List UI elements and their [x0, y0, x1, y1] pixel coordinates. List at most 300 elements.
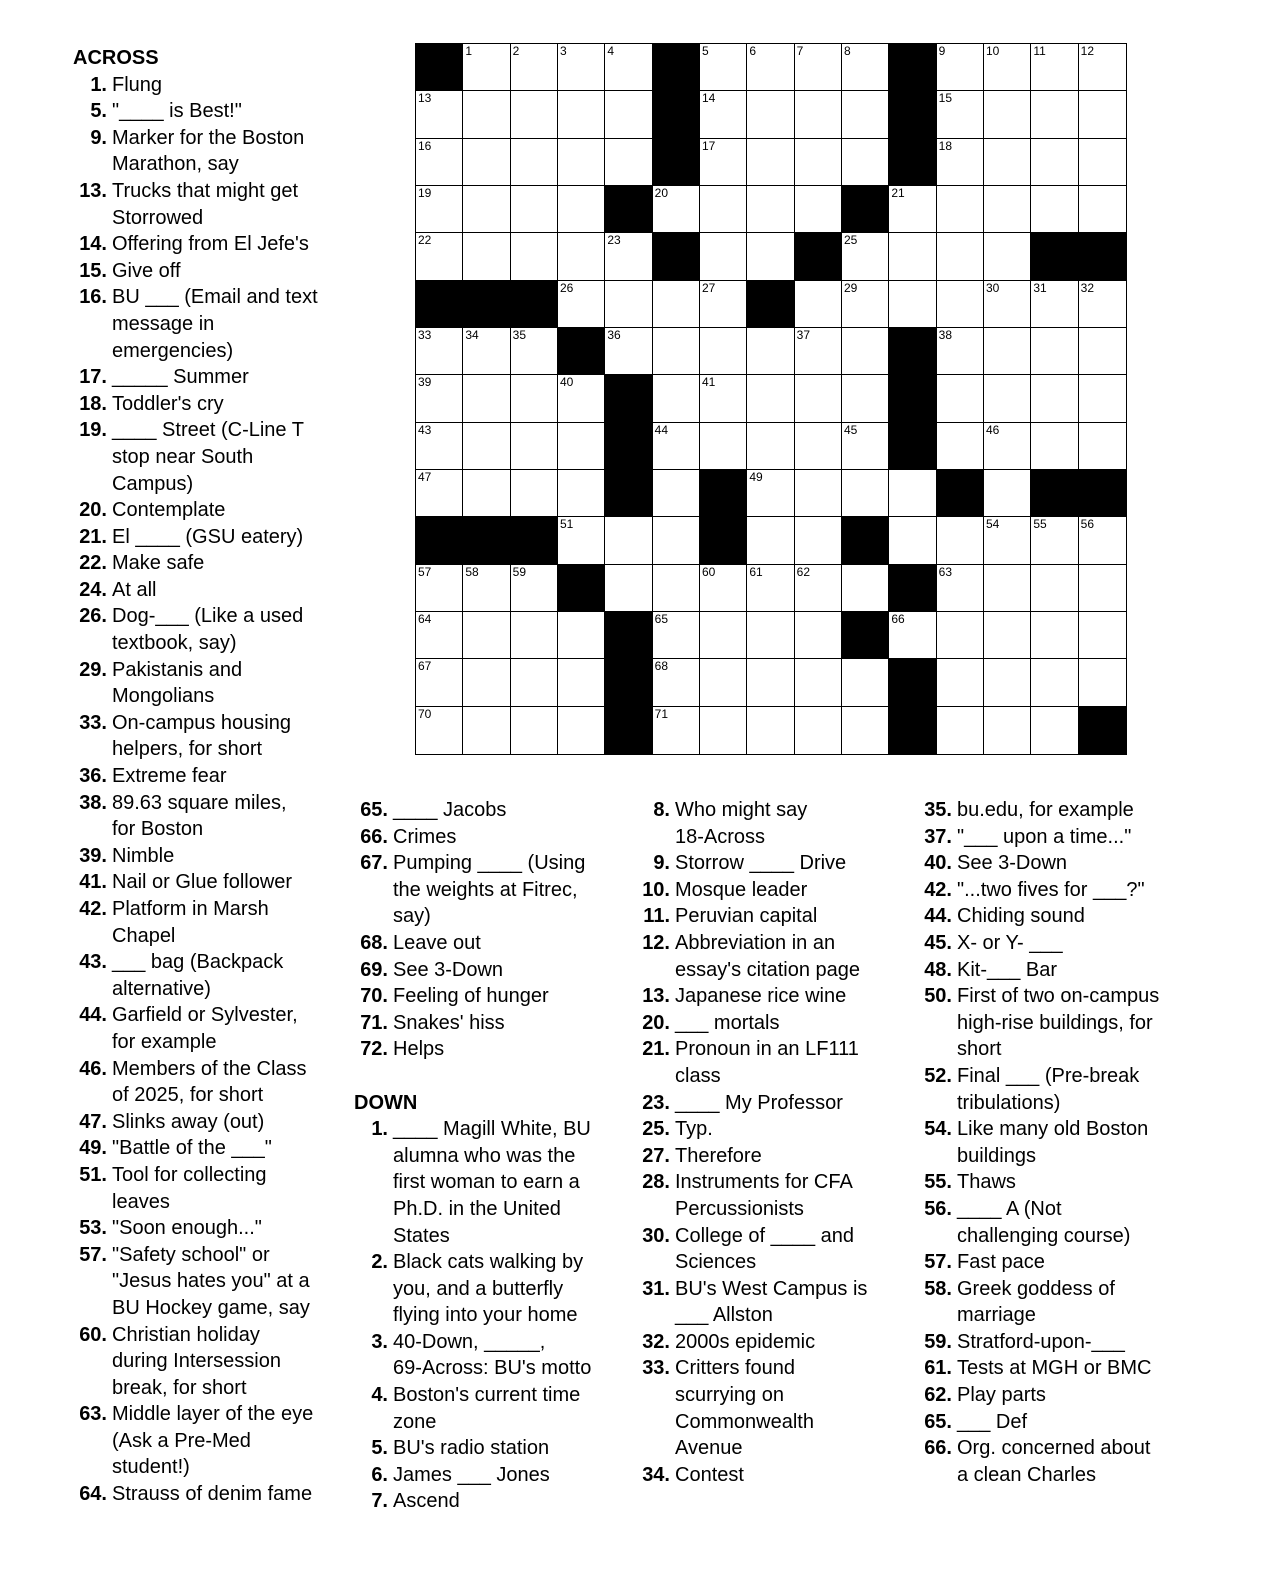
clue-line: BU's West Campus is: [675, 1277, 868, 1300]
clue-line: Members of the Class: [112, 1057, 307, 1080]
grid-cell[interactable]: [463, 565, 510, 612]
clue-line: zone: [393, 1410, 437, 1433]
grid-cell[interactable]: [463, 186, 510, 233]
grid-cell[interactable]: [1031, 375, 1078, 422]
clue-line: helpers, for short: [112, 738, 263, 761]
grid-cell[interactable]: [937, 565, 984, 612]
cell-number: 47: [418, 469, 432, 484]
grid-cell[interactable]: [700, 233, 747, 280]
grid-cell[interactable]: [558, 707, 605, 754]
black-square: [605, 375, 652, 422]
clue-number: 55.: [924, 1171, 952, 1194]
grid-cell[interactable]: [937, 707, 984, 754]
clue-number: 44.: [79, 1004, 107, 1027]
grid-cell[interactable]: [511, 707, 558, 754]
clue: [918, 1355, 1198, 1382]
grid-cell[interactable]: [653, 517, 700, 564]
black-square: [1079, 233, 1126, 280]
grid-cell[interactable]: [747, 612, 794, 659]
grid-cell[interactable]: [747, 44, 794, 91]
cell-number: 38: [938, 327, 953, 342]
clue-line: message in: [112, 312, 215, 335]
clue-line: College of ____ and: [675, 1224, 855, 1247]
grid-cell[interactable]: [842, 375, 889, 422]
clue-number: 8.: [653, 799, 670, 821]
grid-cell[interactable]: [795, 139, 842, 186]
clue-number: 63.: [79, 1403, 107, 1426]
grid-cell[interactable]: [1031, 707, 1078, 754]
grid-cell[interactable]: [1079, 186, 1126, 233]
grid-cell[interactable]: [605, 91, 652, 138]
grid-cell[interactable]: [889, 517, 936, 564]
clue-number: 65.: [924, 1410, 952, 1433]
grid-cell[interactable]: [747, 517, 794, 564]
clue-text: [393, 930, 639, 957]
clue-number: 59.: [924, 1330, 952, 1353]
grid-cell[interactable]: [984, 44, 1031, 91]
grid-cell[interactable]: [795, 44, 842, 91]
grid-cell[interactable]: [558, 659, 605, 706]
cell-number: 30: [985, 280, 1000, 295]
clue-line: Flung: [112, 73, 163, 96]
grid-cell[interactable]: [653, 423, 700, 470]
clue-line: Chapel: [112, 924, 176, 947]
grid-cell[interactable]: [700, 139, 747, 186]
grid-cell[interactable]: [937, 659, 984, 706]
grid-cell[interactable]: [747, 423, 794, 470]
grid-cell[interactable]: [416, 470, 463, 517]
grid-cell[interactable]: [700, 659, 747, 706]
clue: [354, 1488, 639, 1515]
grid-cell[interactable]: [889, 612, 936, 659]
grid-cell[interactable]: [463, 91, 510, 138]
clue-line: textbook, say): [112, 632, 237, 655]
grid-cell[interactable]: [984, 186, 1031, 233]
grid-cell[interactable]: [511, 470, 558, 517]
black-square: [889, 565, 936, 612]
clue-number: 15.: [79, 259, 107, 282]
clue-line: challenging course): [957, 1224, 1131, 1247]
grid-cell[interactable]: [605, 281, 652, 328]
clue-line: you, and a butterfly: [393, 1277, 564, 1300]
grid-cell[interactable]: [937, 375, 984, 422]
grid-cell[interactable]: [558, 470, 605, 517]
grid-cell[interactable]: [558, 44, 605, 91]
grid-cell[interactable]: [937, 612, 984, 659]
clue-text: [393, 1249, 639, 1329]
cell-number: 68: [654, 659, 669, 674]
grid-cell[interactable]: [842, 328, 889, 375]
clue-number: 70.: [360, 985, 388, 1008]
grid-cell[interactable]: [937, 44, 984, 91]
clue-line: a clean Charles: [957, 1463, 1096, 1486]
cell-number: 70: [418, 706, 432, 721]
clue-line: BU ___ (Email and text: [112, 286, 318, 309]
grid-cell[interactable]: [700, 44, 747, 91]
grid-cell[interactable]: [511, 139, 558, 186]
black-square: [416, 281, 463, 328]
grid-cell[interactable]: [653, 328, 700, 375]
grid-cell[interactable]: [795, 707, 842, 754]
grid-cell[interactable]: [700, 281, 747, 328]
grid-cell[interactable]: [795, 423, 842, 470]
grid-cell[interactable]: [700, 565, 747, 612]
grid-cell[interactable]: [747, 470, 794, 517]
clue-line: "Jesus hates you" at a: [112, 1270, 310, 1293]
clue-number: 33.: [79, 711, 107, 734]
grid-cell[interactable]: [937, 139, 984, 186]
cell-number: 44: [654, 422, 669, 437]
clue-text: [112, 72, 403, 99]
grid-cell[interactable]: [1031, 423, 1078, 470]
clue-text: [112, 98, 403, 125]
grid-cell[interactable]: [463, 659, 510, 706]
clue-line: break, for short: [112, 1376, 247, 1399]
clue-text: [393, 1488, 639, 1515]
grid-cell[interactable]: [558, 517, 605, 564]
clue-number: 68.: [360, 931, 388, 954]
grid-cell[interactable]: [558, 612, 605, 659]
grid-cell[interactable]: [984, 423, 1031, 470]
grid-cell[interactable]: [1031, 186, 1078, 233]
cell-number: 8: [843, 44, 851, 58]
clue-line: Final ___ (Pre-break: [957, 1064, 1140, 1087]
grid-cell[interactable]: [511, 659, 558, 706]
clue-line: Black cats walking by: [393, 1251, 584, 1274]
clue-line: Thaws: [957, 1171, 1016, 1194]
grid-cell[interactable]: [463, 139, 510, 186]
clue-line: Therefore: [675, 1144, 762, 1167]
clue-text: [112, 577, 403, 604]
clue-number: 22.: [79, 552, 107, 575]
clue-line: James ___ Jones: [393, 1463, 550, 1486]
cell-number: 22: [418, 233, 432, 248]
grid-cell[interactable]: [747, 139, 794, 186]
grid-cell[interactable]: [653, 281, 700, 328]
grid-cell[interactable]: [889, 233, 936, 280]
black-square: [1079, 470, 1126, 517]
grid-cell[interactable]: [463, 44, 510, 91]
grid-cell[interactable]: [463, 470, 510, 517]
cell-number: 36: [607, 327, 621, 342]
grid-cell[interactable]: [889, 470, 936, 517]
grid-cell[interactable]: [511, 44, 558, 91]
grid-cell[interactable]: [842, 659, 889, 706]
cell-number: 61: [749, 564, 763, 579]
grid-cell[interactable]: [984, 139, 1031, 186]
clue-line: See 3-Down: [957, 852, 1068, 875]
grid-cell[interactable]: [984, 659, 1031, 706]
grid-cell[interactable]: [1079, 517, 1126, 564]
grid-cell[interactable]: [605, 565, 652, 612]
grid-cell[interactable]: [937, 281, 984, 328]
grid-cell[interactable]: [1031, 565, 1078, 612]
grid-cell[interactable]: [1079, 91, 1126, 138]
grid-cell[interactable]: [1031, 517, 1078, 564]
clue-line: bu.edu, for example: [957, 799, 1134, 821]
grid-cell[interactable]: [795, 517, 842, 564]
grid-cell[interactable]: [1079, 139, 1126, 186]
grid-cell[interactable]: [653, 565, 700, 612]
grid-cell[interactable]: [416, 375, 463, 422]
black-square: [653, 44, 700, 91]
grid-cell[interactable]: [795, 612, 842, 659]
grid-cell[interactable]: [558, 139, 605, 186]
clue-line: Marker for the Boston: [112, 126, 305, 149]
grid-cell[interactable]: [1031, 328, 1078, 375]
clue-line: Sciences: [675, 1251, 757, 1274]
clue-line: Feeling of hunger: [393, 985, 549, 1008]
clue-line: Org. concerned about: [957, 1437, 1151, 1460]
grid-cell[interactable]: [889, 281, 936, 328]
grid-cell[interactable]: [842, 707, 889, 754]
grid-cell[interactable]: [605, 139, 652, 186]
grid-cell[interactable]: [558, 186, 605, 233]
grid-cell[interactable]: [984, 328, 1031, 375]
grid-cell[interactable]: [558, 233, 605, 280]
grid-cell[interactable]: [795, 281, 842, 328]
clue: [73, 550, 403, 577]
grid-cell[interactable]: [416, 233, 463, 280]
black-square: [605, 707, 652, 754]
clue-line: Trucks that might get: [112, 179, 298, 202]
grid-cell[interactable]: [795, 470, 842, 517]
grid-cell[interactable]: [1031, 44, 1078, 91]
clue-text: [675, 1116, 921, 1143]
grid-cell[interactable]: [558, 423, 605, 470]
clue-number: 3.: [371, 1330, 388, 1353]
grid-cell[interactable]: [984, 565, 1031, 612]
clue-number: 42.: [924, 878, 952, 901]
grid-cell[interactable]: [889, 186, 936, 233]
clue-line: At all: [112, 578, 157, 601]
clue-line: ___ Def: [957, 1410, 1028, 1433]
grid-cell[interactable]: [416, 186, 463, 233]
grid-cell[interactable]: [747, 186, 794, 233]
grid-cell[interactable]: [653, 470, 700, 517]
grid-cell[interactable]: [984, 375, 1031, 422]
grid-cell[interactable]: [463, 707, 510, 754]
cell-number: 21: [891, 185, 905, 200]
grid-cell[interactable]: [700, 375, 747, 422]
grid-cell[interactable]: [558, 375, 605, 422]
clue-text: [675, 1355, 921, 1461]
grid-cell[interactable]: [700, 186, 747, 233]
clue-line: ____ Jacobs: [393, 799, 507, 821]
clue: [73, 417, 403, 497]
grid-cell[interactable]: [511, 328, 558, 375]
grid-cell[interactable]: [511, 233, 558, 280]
grid-cell[interactable]: [511, 91, 558, 138]
grid-cell[interactable]: [416, 565, 463, 612]
grid-cell[interactable]: [937, 186, 984, 233]
grid-cell[interactable]: [984, 707, 1031, 754]
grid-cell[interactable]: [605, 517, 652, 564]
grid-cell[interactable]: [511, 375, 558, 422]
grid-cell[interactable]: [463, 233, 510, 280]
grid-cell[interactable]: [1079, 423, 1126, 470]
grid-cell[interactable]: [416, 612, 463, 659]
grid-cell[interactable]: [795, 375, 842, 422]
grid-cell[interactable]: [700, 91, 747, 138]
grid-cell[interactable]: [937, 91, 984, 138]
cell-number: 59: [512, 564, 527, 579]
grid-cell[interactable]: [416, 423, 463, 470]
black-square: [842, 517, 889, 564]
black-square: [889, 423, 936, 470]
grid-cell[interactable]: [463, 612, 510, 659]
clue-number: 21.: [642, 1038, 670, 1061]
black-square: [889, 707, 936, 754]
grid-cell[interactable]: [1079, 612, 1126, 659]
grid-cell[interactable]: [653, 375, 700, 422]
grid-cell[interactable]: [984, 233, 1031, 280]
grid-cell[interactable]: [558, 91, 605, 138]
clue-text: [112, 763, 403, 790]
grid-cell[interactable]: [605, 44, 652, 91]
clue-number: 27.: [642, 1144, 670, 1167]
grid-cell[interactable]: [842, 139, 889, 186]
grid-cell[interactable]: [653, 186, 700, 233]
cell-number: 51: [559, 517, 574, 532]
grid-cell[interactable]: [747, 565, 794, 612]
grid-cell[interactable]: [842, 470, 889, 517]
cell-number: 55: [1033, 517, 1047, 532]
grid-cell[interactable]: [747, 707, 794, 754]
grid-cell[interactable]: [605, 233, 652, 280]
grid-cell[interactable]: [1031, 612, 1078, 659]
grid-cell[interactable]: [1079, 281, 1126, 328]
grid-cell[interactable]: [747, 233, 794, 280]
clue: [918, 1382, 1198, 1409]
clue-number: 72.: [360, 1038, 388, 1061]
grid-cell[interactable]: [416, 707, 463, 754]
grid-cell[interactable]: [984, 517, 1031, 564]
clue-text: [957, 824, 1198, 851]
cell-number: 9: [938, 44, 946, 58]
grid-cell[interactable]: [416, 659, 463, 706]
grid-cell[interactable]: [1031, 659, 1078, 706]
clue-line: Abbreviation in an: [675, 931, 836, 954]
grid-cell[interactable]: [984, 612, 1031, 659]
grid-cell[interactable]: [1079, 375, 1126, 422]
grid-cell[interactable]: [795, 565, 842, 612]
grid-cell[interactable]: [463, 423, 510, 470]
grid-cell[interactable]: [1031, 139, 1078, 186]
grid-cell[interactable]: [511, 186, 558, 233]
grid-cell[interactable]: [653, 612, 700, 659]
clue-line: "Battle of the ___": [112, 1137, 272, 1160]
grid-cell[interactable]: [984, 91, 1031, 138]
grid-cell[interactable]: [700, 612, 747, 659]
grid-cell[interactable]: [511, 423, 558, 470]
grid-cell[interactable]: [984, 470, 1031, 517]
grid-cell[interactable]: [605, 328, 652, 375]
grid-cell[interactable]: [747, 328, 794, 375]
clue: [73, 258, 403, 285]
clue-line: Critters found: [675, 1357, 796, 1380]
grid-cell[interactable]: [842, 91, 889, 138]
clue: [636, 1143, 921, 1170]
grid-cell[interactable]: [747, 375, 794, 422]
clue-number: 29.: [79, 658, 107, 681]
grid-cell[interactable]: [842, 423, 889, 470]
grid-cell[interactable]: [700, 707, 747, 754]
grid-cell[interactable]: [937, 423, 984, 470]
clue-number: 47.: [79, 1110, 107, 1133]
clue-line: 18-Across: [675, 825, 766, 848]
grid-cell[interactable]: [700, 328, 747, 375]
clue-line: short: [957, 1038, 1002, 1061]
grid-cell[interactable]: [1079, 328, 1126, 375]
grid-cell[interactable]: [653, 707, 700, 754]
grid-cell[interactable]: [747, 659, 794, 706]
clue-number: 20.: [642, 1011, 670, 1034]
clue-line: Stratford-upon-___: [957, 1330, 1125, 1353]
grid-cell[interactable]: [842, 44, 889, 91]
clue-text: [675, 1010, 921, 1037]
grid-cell[interactable]: [416, 328, 463, 375]
grid-cell[interactable]: [937, 233, 984, 280]
grid-cell[interactable]: [558, 281, 605, 328]
grid-cell[interactable]: [416, 91, 463, 138]
grid-cell[interactable]: [1031, 281, 1078, 328]
grid-cell[interactable]: [842, 281, 889, 328]
grid-cell[interactable]: [747, 91, 794, 138]
grid-cell[interactable]: [842, 565, 889, 612]
clue-line: Instruments for CFA: [675, 1171, 853, 1194]
clue: [73, 178, 403, 231]
grid-cell[interactable]: [653, 659, 700, 706]
grid-cell[interactable]: [700, 423, 747, 470]
clue-line: Play parts: [957, 1384, 1046, 1407]
grid-cell[interactable]: [795, 659, 842, 706]
grid-cell[interactable]: [1031, 91, 1078, 138]
clue-line: Pronoun in an LF111: [675, 1038, 859, 1061]
black-square: [889, 91, 936, 138]
clue: [354, 850, 639, 930]
grid-cell[interactable]: [984, 281, 1031, 328]
grid-cell[interactable]: [463, 375, 510, 422]
grid-cell[interactable]: [795, 186, 842, 233]
grid-cell[interactable]: [511, 565, 558, 612]
clue: [73, 284, 403, 364]
clue-number: 67.: [360, 852, 388, 875]
grid-cell[interactable]: [937, 328, 984, 375]
cell-number: 16: [418, 138, 432, 153]
grid-cell[interactable]: [795, 91, 842, 138]
clue-line: ____ A (Not: [957, 1197, 1062, 1220]
cell-number: 33: [418, 327, 432, 342]
grid-cell[interactable]: [842, 233, 889, 280]
grid-cell[interactable]: [1079, 565, 1126, 612]
clue-text: [675, 1090, 921, 1117]
grid-cell[interactable]: [1079, 659, 1126, 706]
clue: [73, 125, 403, 178]
grid-cell[interactable]: [795, 328, 842, 375]
clue-number: 57.: [79, 1243, 107, 1266]
cell-number: 17: [701, 138, 716, 153]
grid-cell[interactable]: [416, 139, 463, 186]
clue-line: 69-Across: BU's motto: [393, 1357, 592, 1380]
clue: [636, 1223, 921, 1276]
clue: [73, 603, 403, 656]
grid-cell[interactable]: [937, 517, 984, 564]
grid-cell[interactable]: [511, 612, 558, 659]
clue: [636, 1090, 921, 1117]
grid-cell[interactable]: [463, 328, 510, 375]
grid-cell[interactable]: [1079, 44, 1126, 91]
